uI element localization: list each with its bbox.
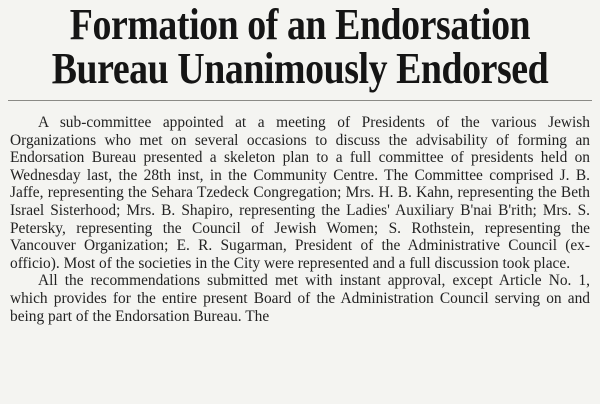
article-paragraph-2: All the recommendations submitted met with instant approval, except Article No. 1, which provides for the entire present Board of the Administration Council serving on and being part of the Endorsation Bureau. The bbox=[10, 272, 590, 325]
article-paragraph-1: A sub-committee appointed at a meeting of Presidents of the various Jewish Organizations who met on several occasions to discuss the advisability of forming an Endorsation Bureau presented a skeleton plan to a full committee of presidents held on Wednesday last, the 28th inst, in the Community Centre. The Committee comprised J. B. Jaffe, representing the Sehara Tzedeck Congregation; Mrs. H. B. Kahn, representing the Beth Israel Sisterhood; Mrs. B. Shapiro, representing the Ladies' Auxiliary B'nai B'rith; Mrs. S. Petersky, representing the Council of Jewish Women; S. Rothstein, representing the Vancouver Organization; E. R. Sugarman, President of the Administrative Council (ex-officio). Most of the societies in the City were represented and a full discussion took place. bbox=[10, 114, 590, 272]
headline-line-1: Formation of an Endorsation bbox=[69, 0, 531, 49]
headline-divider bbox=[8, 100, 592, 101]
headline-line-2: Bureau Unanimously Endorsed bbox=[51, 44, 549, 93]
article-body bbox=[10, 114, 590, 325]
